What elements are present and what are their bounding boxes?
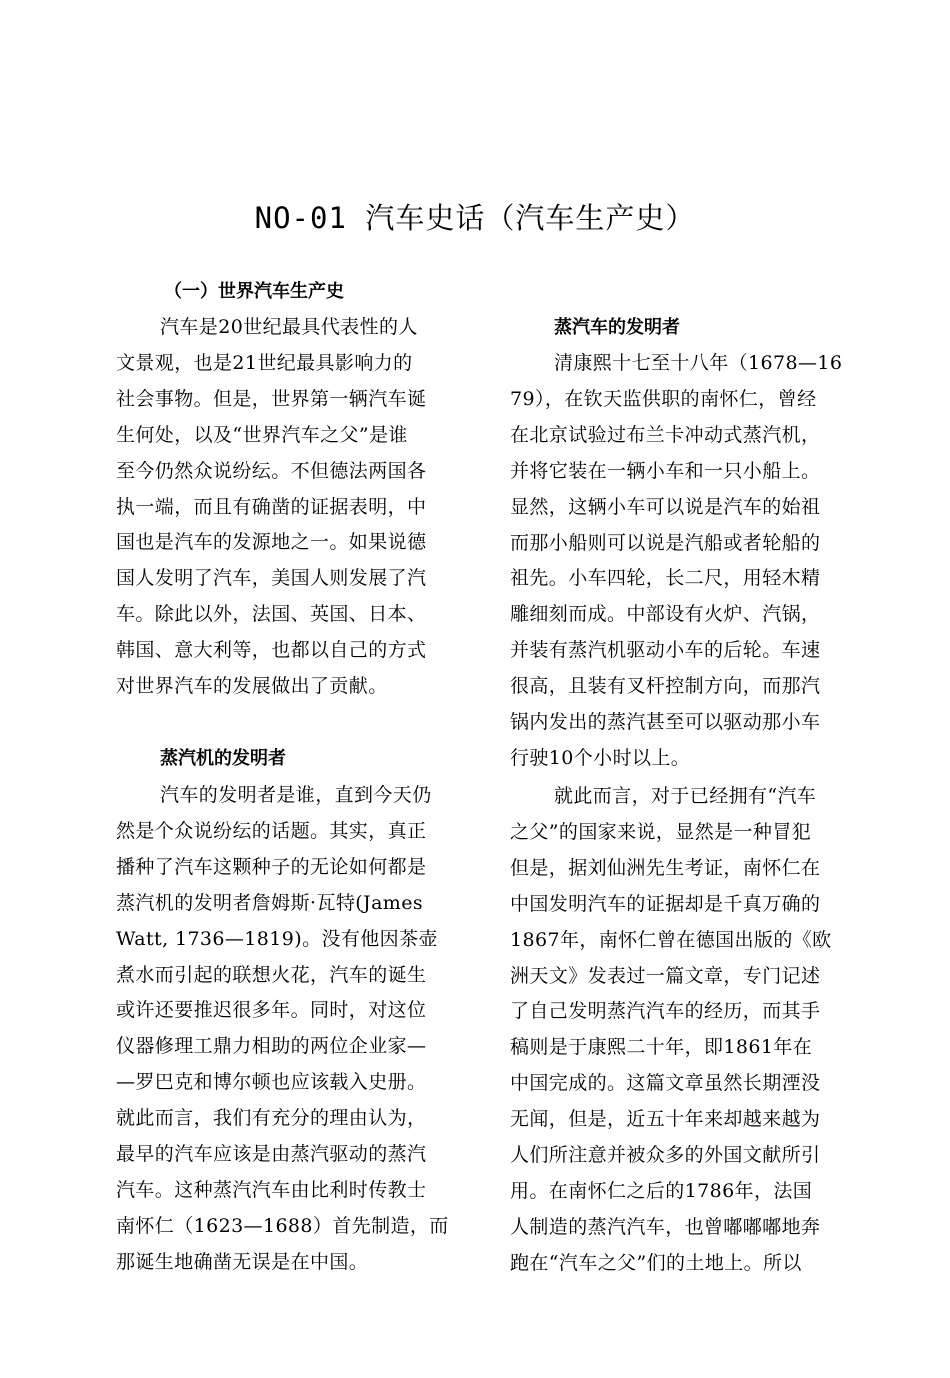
text-line: 并将它装在一辆小车和一只小船上。 — [510, 459, 821, 482]
page-title: NO-01 汽车史话（汽车生产史） — [254, 201, 696, 235]
text-line: 之父”的国家来说，显然是一种冒犯 — [510, 820, 812, 843]
text-line: 韩国、意大利等，也都以自己的方式 — [116, 639, 427, 662]
section-heading-steam-car-inventor: 蒸汽车的发明者 — [554, 317, 680, 338]
text-line: 79），在钦天监供职的南怀仁，曾经 — [510, 387, 817, 410]
text-line: 汽车是20世纪最具代表性的人 — [160, 316, 418, 338]
text-line: 执一端，而且有确凿的证据表明，中 — [116, 495, 427, 518]
text-line: 祖先。小车四轮，长二尺，用轻木精 — [510, 567, 821, 590]
text-line: 跑在“汽车之父”们的土地上。所以 — [510, 1251, 802, 1274]
text-line: 播种了汽车这颗种子的无论如何都是 — [116, 855, 427, 878]
text-line: 但是，据刘仙洲先生考证，南怀仁在 — [510, 856, 821, 879]
text-line: 了自己发明蒸汽汽车的经历，而其手 — [510, 1000, 821, 1023]
text-line: 至今仍然众说纷纭。不但德法两国各 — [116, 459, 427, 482]
text-line: 而那小船则可以说是汽船或者轮船的 — [510, 531, 821, 554]
text-line: 行驶10个小时以上。 — [510, 746, 691, 769]
text-line: 人制造的蒸汽汽车，也曾嘟嘟嘟地奔 — [510, 1215, 821, 1238]
text-line: 或许还要推迟很多年。同时，对这位 — [116, 999, 427, 1022]
section-heading-world-auto-history: （一）世界汽车生产史 — [164, 281, 344, 302]
text-line: 国也是汽车的发源地之一。如果说德 — [116, 531, 427, 554]
text-line: 车。除此以外，法国、英国、日本、 — [116, 603, 427, 626]
text-line: 对世界汽车的发展做出了贡献。 — [116, 675, 388, 697]
text-line: 中国发明汽车的证据却是千真万确的 — [510, 892, 821, 915]
text-line: 国人发明了汽车，美国人则发展了汽 — [116, 567, 427, 590]
text-line: 汽车。这种蒸汽汽车由比利时传教士 — [116, 1178, 427, 1201]
text-line: 南怀仁（1623—1688）首先制造，而 — [116, 1214, 449, 1237]
text-line: 最早的汽车应该是由蒸汽驱动的蒸汽 — [116, 1143, 427, 1165]
text-line: 生何处，以及“世界汽车之父”是谁 — [116, 423, 408, 446]
text-line: 中国完成的。这篇文章虽然长期湮没 — [510, 1072, 821, 1095]
text-line: 社会事物。但是，世界第一辆汽车诞 — [116, 387, 427, 410]
text-line: 无闻，但是，近五十年来却越来越为 — [510, 1108, 821, 1131]
text-line: 并装有蒸汽机驱动小车的后轮。车速 — [510, 639, 821, 662]
text-line: 在北京试验过布兰卡冲动式蒸汽机， — [510, 423, 821, 446]
text-line: 蒸汽机的发明者詹姆斯·瓦特(James — [116, 891, 424, 914]
text-line: 就此而言，我们有充分的理由认为， — [116, 1107, 427, 1130]
text-line: 稿则是于康熙二十年，即1861年在 — [510, 1036, 813, 1059]
text-line: 清康熙十七至十八年（1678—16 — [554, 352, 843, 374]
text-line: 然是个众说纷纭的话题。其实，真正 — [116, 819, 427, 842]
text-line: 那诞生地确凿无误是在中国。 — [116, 1250, 369, 1273]
text-line: 就此而言，对于已经拥有“汽车 — [554, 785, 817, 807]
text-line: 显然，这辆小车可以说是汽车的始祖 — [510, 495, 821, 518]
text-line: 用。在南怀仁之后的1786年，法国 — [510, 1179, 813, 1202]
text-line: 文景观，也是21世纪最具影响力的 — [116, 351, 413, 374]
text-line: Watt, 1736—1819)。没有他因茶壶 — [116, 927, 438, 950]
text-line: 洲天文》发表过一篇文章，专门记述 — [510, 964, 821, 987]
text-line: 很高，且装有叉杆控制方向，而那汽 — [510, 675, 821, 698]
text-line: 锅内发出的蒸汽甚至可以驱动那小车 — [510, 711, 821, 733]
text-line: —罗巴克和博尔顿也应该载入史册。 — [116, 1071, 427, 1094]
text-line: 雕细刻而成。中部设有火炉、汽锅， — [510, 603, 821, 626]
text-line: 仪器修理工鼎力相助的两位企业家— — [116, 1035, 427, 1058]
text-line: 煮水而引起的联想火花，汽车的诞生 — [116, 963, 427, 986]
section-heading-steam-engine-inventor: 蒸汽机的发明者 — [160, 748, 286, 769]
text-line: 人们所注意并被众多的外国文献所引 — [510, 1144, 821, 1166]
text-line: 1867年，南怀仁曾在德国出版的《欧 — [510, 928, 832, 951]
text-line: 汽车的发明者是谁，直到今天仍 — [160, 784, 432, 806]
